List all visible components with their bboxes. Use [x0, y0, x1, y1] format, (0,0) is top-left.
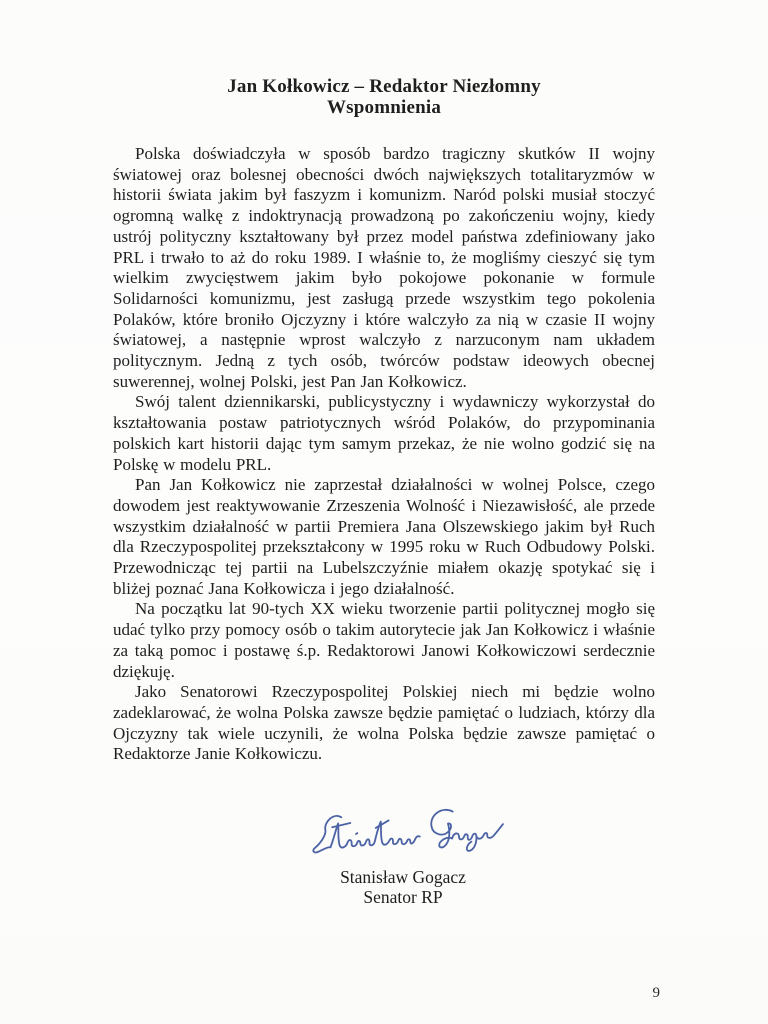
signatory-name: Stanisław Gogacz — [340, 867, 466, 888]
paragraph: Pan Jan Kołkowicz nie zaprzestał działalności w wolnej Polsce, czego dowodem jest reaktywowanie Zrzeszenia Wolność i Niezawisłość, ale przede wszystkim działalność w partii Premiera Jana Olszewskiego jakim był Ruch dla Rzeczypospolitej przekształcony w 1995 roku w Ruch Odbudowy Polski. Przewodnicząc tej partii na Lubelszczyźnie miałem okazję spotykać się i bliżej poznać Jana Kołkowicza i jego działalność. — [113, 475, 655, 598]
page-number: 9 — [652, 985, 660, 1001]
paragraph: Na początku lat 90-tych XX wieku tworzenie partii politycznej mogło się udać tylko przy pomocy osób o takim autorytecie jak Jan Kołkowicz i właśnie za taką pomoc i postawę ś.p. Redaktorowi Janowi Kołkowiczowi serdecznie dziękuję. — [113, 599, 655, 681]
paragraph: Jako Senatorowi Rzeczypospolitej Polskiej niech mi będzie wolno zadeklarować, że wolna Polska zawsze będzie pamiętać o ludziach, którzy dla Ojczyzny tak wiele uczynili, że wolna Polska będzie zawsze pamiętać o Redaktorze Janie Kołkowiczu. — [113, 682, 655, 764]
signature-block — [283, 805, 523, 907]
title-line-2: Wspomnienia — [326, 97, 442, 118]
title-line-1: Jan Kołkowicz – Redaktor Niezłomny — [227, 76, 541, 97]
signature-strokes — [312, 807, 504, 857]
handwritten-signature-icon — [296, 800, 510, 863]
paragraph: Polska doświadczyła w sposób bardzo tragiczny skutków II wojny światowej oraz bolesnej obecności dwóch największych totalitaryzmów w historii świata jakim był faszyzm i komunizm. Naród polski musiał stoczyć ogromną walkę z indoktrynacją prowadzoną po zakończeniu wojny, kiedy ustrój polityczny kształtowany był przez model państwa zdefiniowany jako PRL i trwało to aż do roku 1989. I właśnie to, że mogliśmy cieszyć się tym wielkim zwycięstwem jakim było pokojowe pokonanie w formule Solidarności komunizmu, jest zasługą przede wszystkim tego pokolenia Polaków, które broniło Ojczyzny i które walczyło za nią w czasie II wojny światowej, a następnie wprost walczyło z narzuconym nam układem politycznym. Jedną z tych osób, twórców podstaw ideowych obecnej suwerennej, wolnej Polski, jest Pan Jan Kołkowicz. — [113, 144, 655, 391]
signatory-title: Senator RP — [363, 887, 443, 908]
paragraph: Swój talent dziennikarski, publicystyczny i wydawniczy wykorzystał do kształtowania postaw patriotycznych wśród Polaków, do przypominania polskich kart historii dając tym samym przekaz, że nie wolno godzić się na Polskę w modelu PRL. — [113, 392, 655, 474]
body-paragraphs — [113, 144, 655, 765]
document-title — [113, 76, 655, 118]
